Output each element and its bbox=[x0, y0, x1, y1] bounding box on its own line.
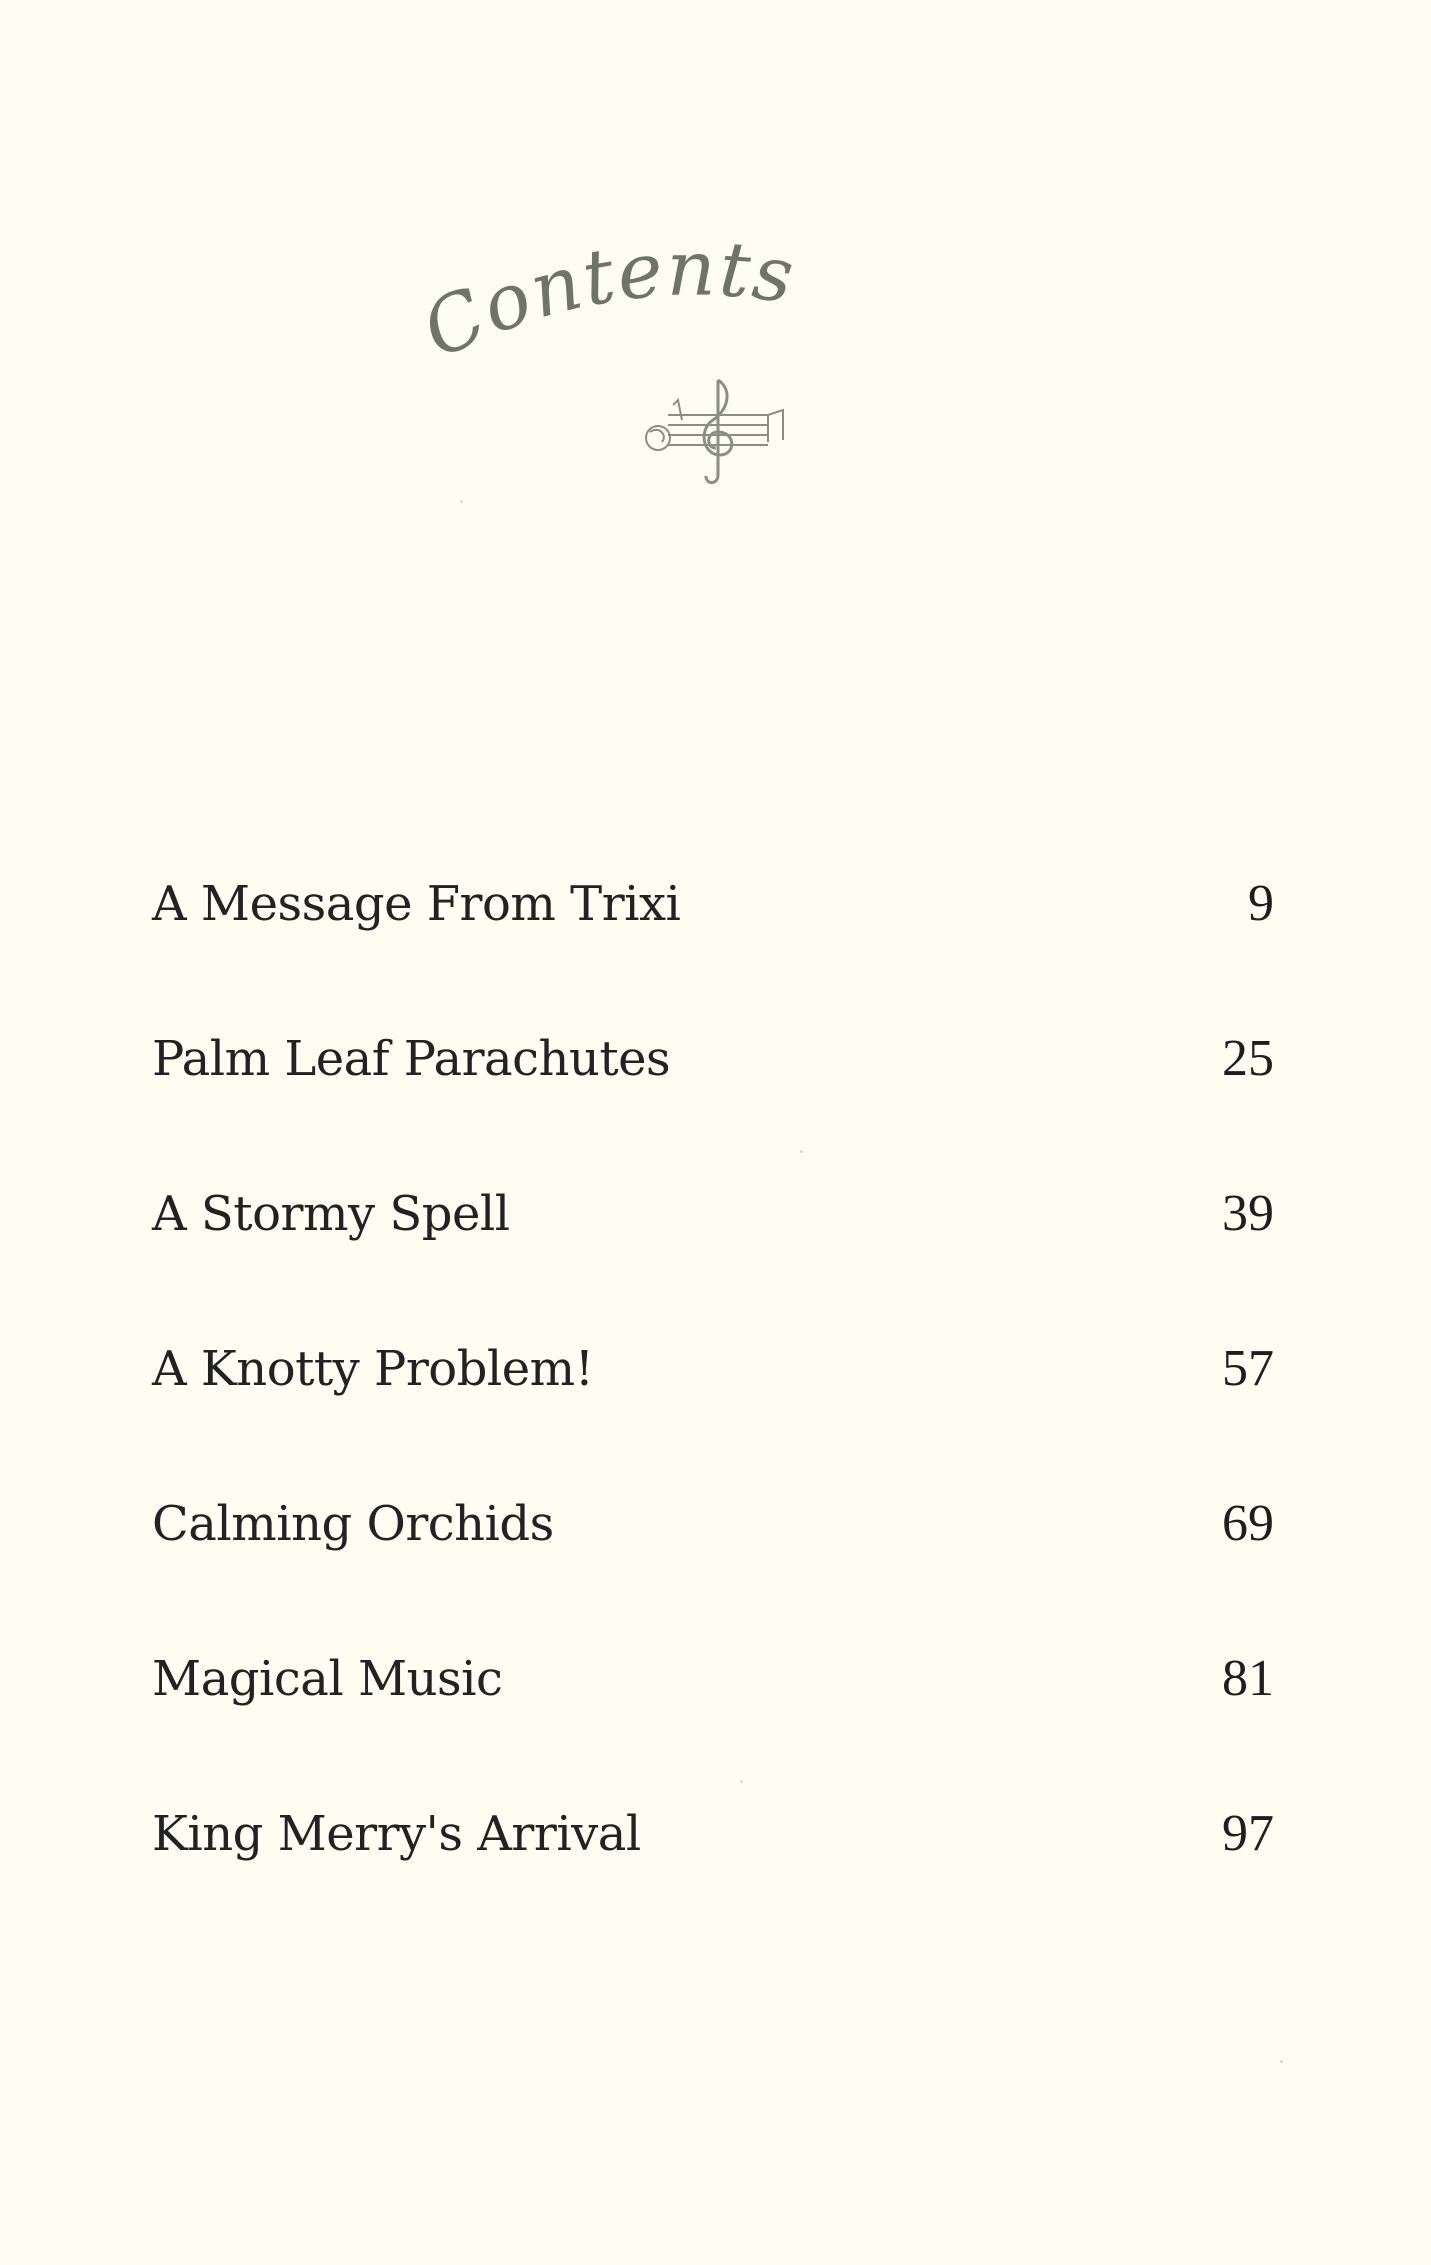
paper-speck bbox=[1280, 2060, 1283, 2063]
chapter-title: Magical Music bbox=[152, 1651, 503, 1707]
page-number: 69 bbox=[1222, 1495, 1274, 1552]
page-number: 39 bbox=[1222, 1185, 1274, 1242]
page-number: 25 bbox=[1222, 1030, 1274, 1087]
table-of-contents bbox=[152, 872, 1292, 1957]
page-number: 9 bbox=[1248, 875, 1274, 932]
treble-clef-music-notes-icon bbox=[618, 360, 818, 490]
contents-title: Contents bbox=[409, 223, 801, 376]
page-number: 97 bbox=[1222, 1805, 1274, 1862]
chapter-title: King Merry's Arrival bbox=[152, 1806, 641, 1862]
svg-text:Contents bbox=[409, 223, 801, 375]
toc-entry[interactable] bbox=[152, 1182, 1292, 1337]
paper-speck bbox=[800, 1150, 803, 1153]
toc-entry[interactable] bbox=[152, 1492, 1292, 1647]
toc-entry[interactable] bbox=[152, 1647, 1292, 1802]
paper-speck bbox=[740, 1780, 743, 1783]
chapter-title: Calming Orchids bbox=[152, 1496, 554, 1552]
toc-entry[interactable] bbox=[152, 1027, 1292, 1182]
chapter-title: A Knotty Problem! bbox=[152, 1341, 594, 1397]
chapter-title: A Message From Trixi bbox=[152, 876, 681, 932]
toc-entry[interactable] bbox=[152, 872, 1292, 1027]
page-number: 57 bbox=[1222, 1340, 1274, 1397]
page-number: 81 bbox=[1222, 1650, 1274, 1707]
toc-entry[interactable] bbox=[152, 1802, 1292, 1957]
paper-speck bbox=[460, 500, 463, 503]
chapter-title: A Stormy Spell bbox=[152, 1186, 510, 1242]
toc-entry[interactable] bbox=[152, 1337, 1292, 1492]
chapter-title: Palm Leaf Parachutes bbox=[152, 1031, 671, 1087]
